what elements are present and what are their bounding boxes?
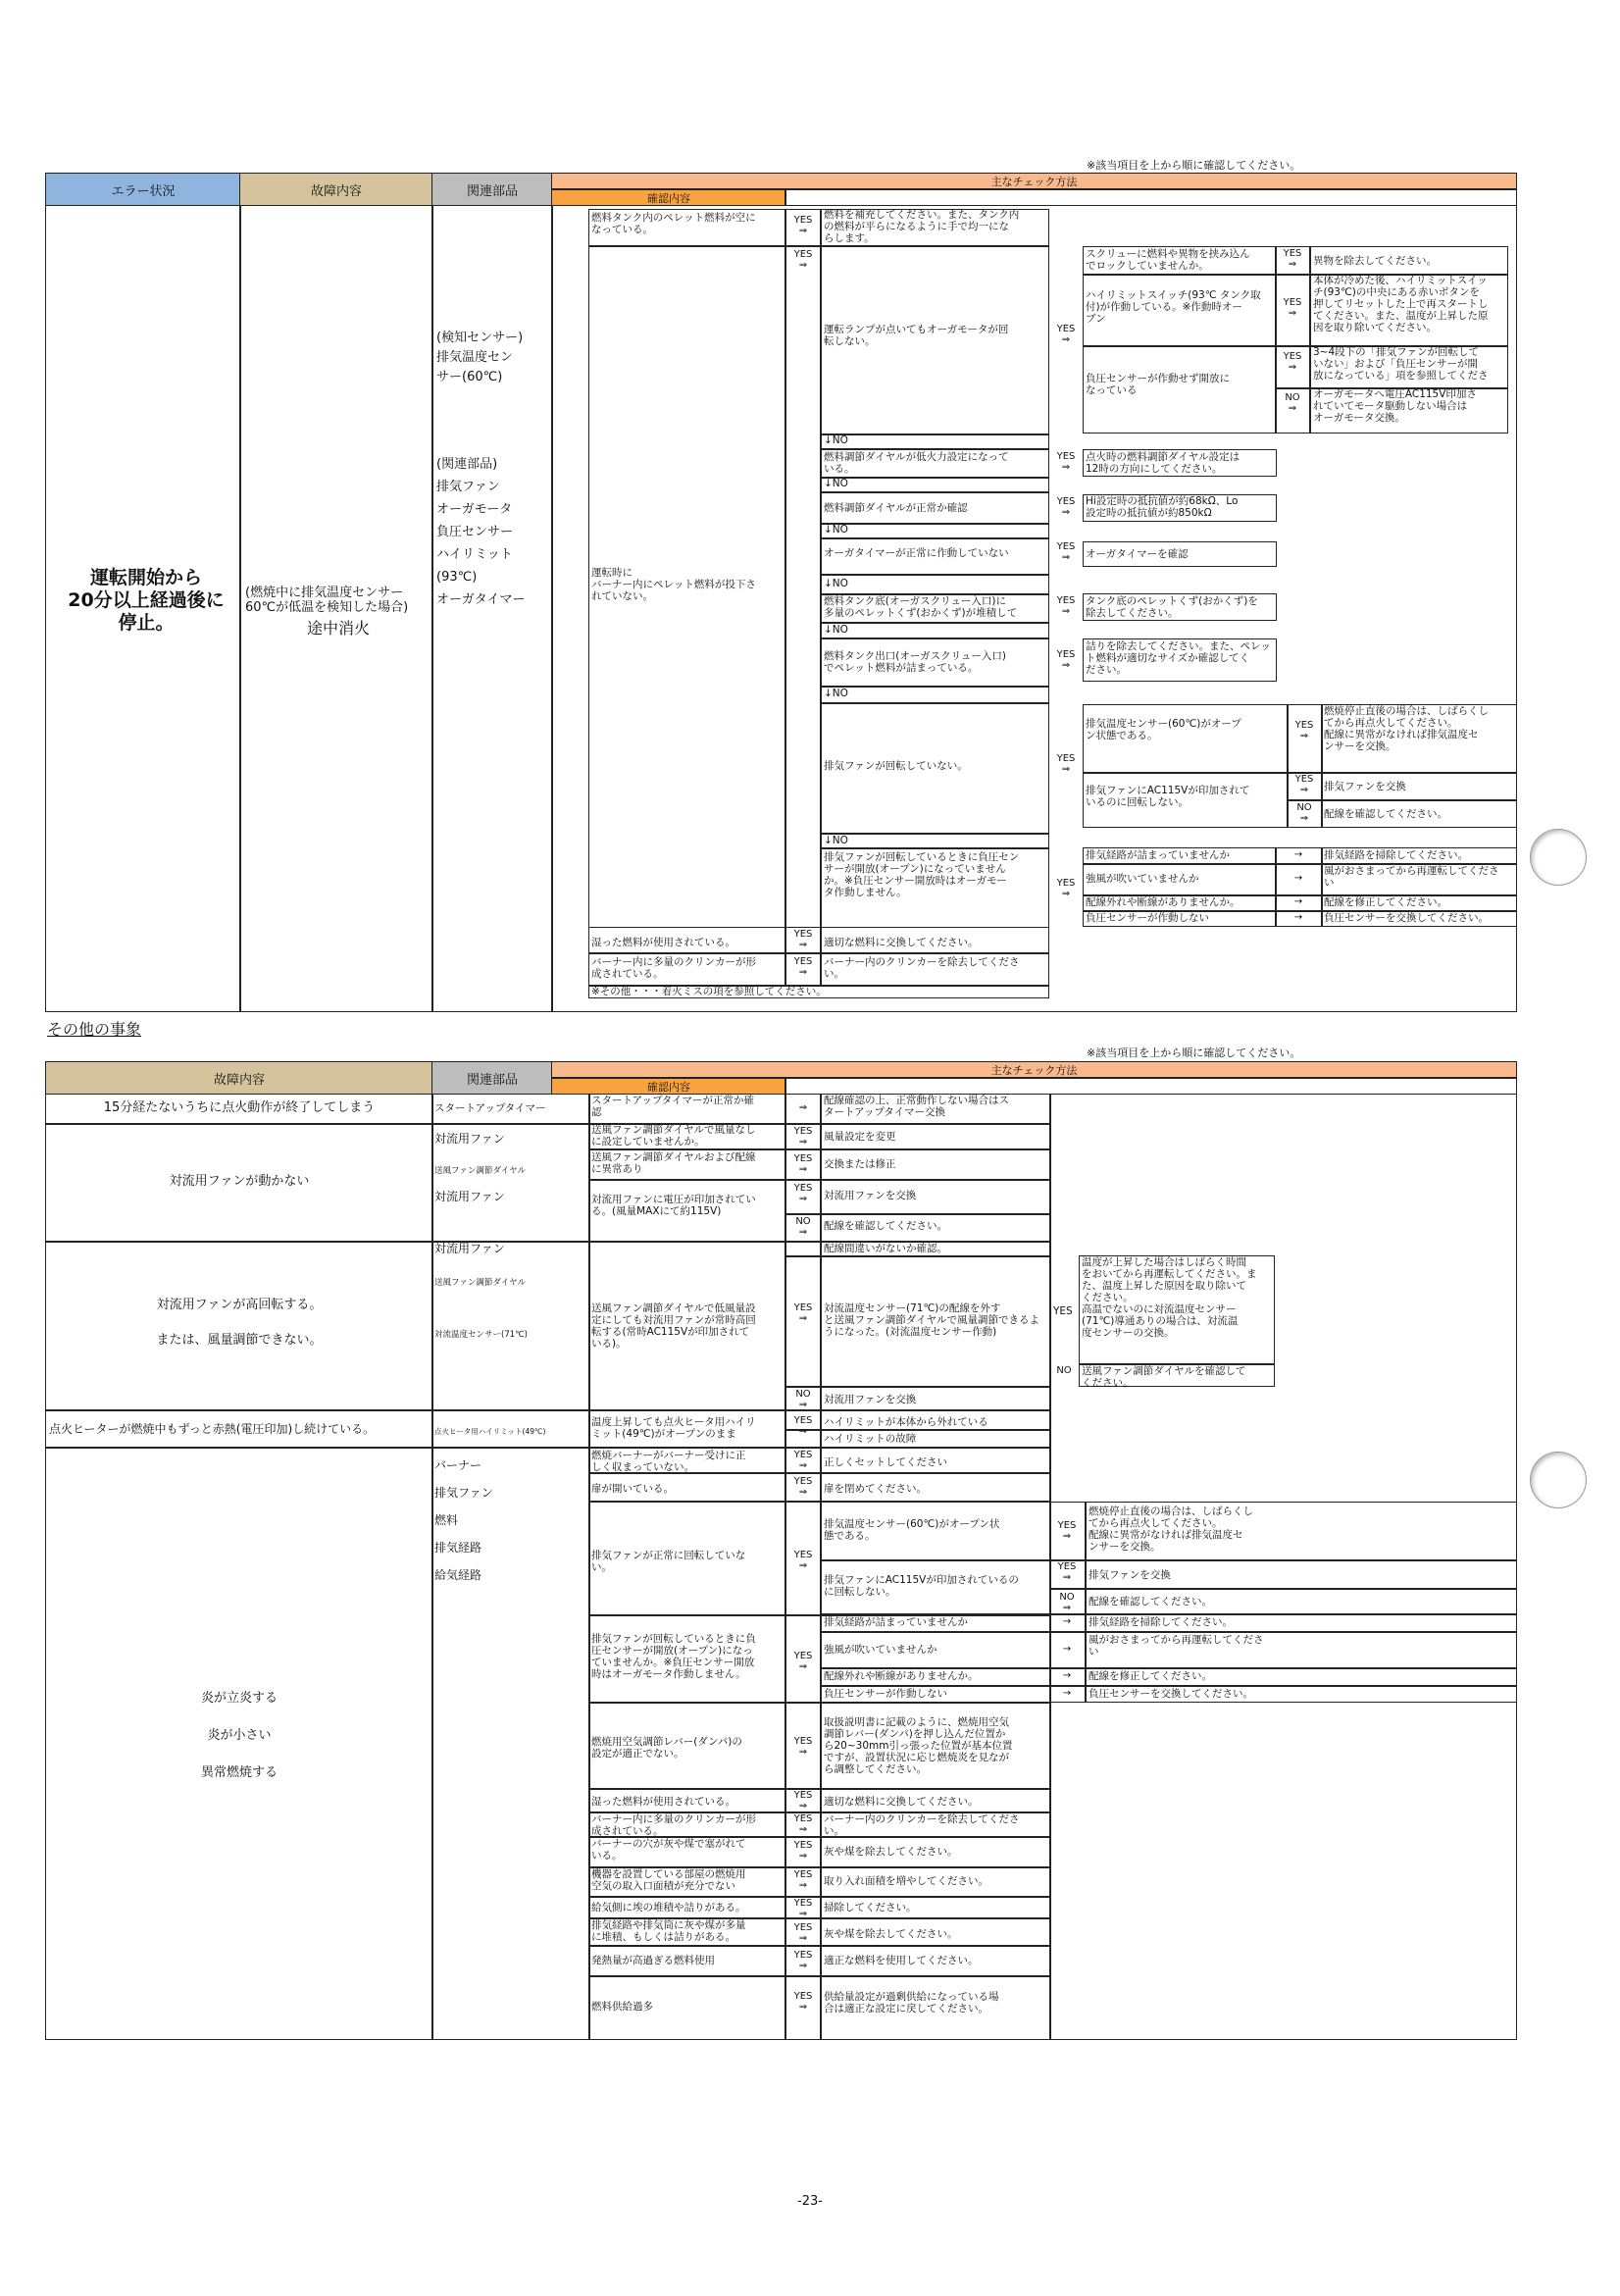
- yes-label: YES ⇒: [1056, 496, 1076, 518]
- burner-holes-action: 灰や煤を除去してください。: [824, 1846, 958, 1858]
- header-parts: 関連部品: [431, 1061, 553, 1095]
- yes-label: YES ⇒: [1057, 1520, 1077, 1542]
- yes-label: YES ⇒: [1294, 774, 1314, 795]
- damper-action: 取扱説明書に記載のように、燃焼用空気 調節レバー(ダンパ)を押し込んだ位置か ら20~30mm引っ張った位置が基本位置 ですが、設置状況に応じ燃焼炎を見なが ら調整してください。: [824, 1716, 1013, 1775]
- yes-label: YES ⇒: [793, 929, 813, 950]
- conv-a4: 配線を確認してください。: [824, 1220, 947, 1232]
- conv-fan-part: 対流用ファン: [434, 1132, 505, 1146]
- flame-wind-check: 強風が吹いていませんか: [824, 1644, 937, 1656]
- burner-seat-action: 正しくセットしてください: [824, 1456, 947, 1468]
- next-no-label: ↓NO: [824, 578, 848, 589]
- next-no-label: ↓NO: [824, 478, 848, 489]
- conv-fan-part: 対流用ファン: [434, 1190, 505, 1203]
- flame-clinker-check: バーナー内に多量のクリンカーが形 成されている。: [591, 1813, 756, 1837]
- header-error-status: エラー状況: [45, 173, 241, 206]
- heater-fault: 点火ヒーターが燃焼中もずっと赤熱(電圧印加)し続けている。: [49, 1422, 376, 1436]
- fan-dial-part: 送風ファン調節ダイヤル: [434, 1278, 527, 1288]
- burner-seat-check: 燃焼バーナーがバーナー受けに正 しく収まっていない。: [591, 1450, 746, 1473]
- next-no-label: ↓NO: [824, 524, 848, 536]
- oversupply-action: 供給量設定が過剰供給になっている場 合は適正な設定に戻してください。: [824, 1991, 999, 2015]
- calorie-action: 適正な燃料を使用してください。: [824, 1955, 979, 1966]
- yes-label: YES ⇒: [793, 1302, 813, 1324]
- conv-sensor-yes: 温度が上昇した場合はしばらく時間 をおいてから再運転してください。ま た、温度上昇した原因を取り除いて ください。 高温でないのに対流温度センサー (71℃)導通ありの場合は、対流温 度センサーの交換。: [1082, 1256, 1257, 1339]
- startup-check: スタートアップタイマーが正常か確 認: [591, 1095, 755, 1118]
- flame-wind-action: 風がおさまってから再運転してくださ い: [1088, 1634, 1264, 1658]
- neg-sensor-fail-check: 負圧センサーが作動しない: [1086, 912, 1209, 924]
- binder-hole: [1530, 1452, 1587, 1508]
- wire-break-check: 配線外れや断線がありませんか。: [1086, 896, 1240, 908]
- yes-label: YES ⇒: [793, 1991, 813, 2013]
- conv-sensor-check: 対流温度センサー(71℃)の配線を外す と送風ファン調節ダイヤルで風量調節できるよ うになった。(対流温度センサー作動): [824, 1302, 1039, 1338]
- next-no-label: ↓NO: [824, 835, 848, 846]
- conv-sensor-no: 送風ファン調節ダイヤルを確認して ください。: [1082, 1365, 1246, 1389]
- yes-label: YES ⇒: [793, 1651, 813, 1672]
- flue-soot-action: 灰や煤を除去してください。: [824, 1928, 958, 1940]
- arrow: →: [1062, 1644, 1072, 1655]
- heater-a2: ハイリミットの故障: [824, 1433, 917, 1445]
- flame-clinker-action: バーナー内のクリンカーを除去してくださ い。: [824, 1813, 1020, 1837]
- dial-low-action: 点火時の燃料調節ダイヤル設定は 12時の方向にしてください。: [1086, 451, 1240, 475]
- fan-replace-action: 排気ファンを交換: [1324, 781, 1406, 792]
- yes-label: YES ⇒: [793, 249, 813, 271]
- damper-check: 燃焼用空気調節レバー(ダンパ)の 設定が適正でない。: [591, 1736, 742, 1760]
- tank-empty-check: 燃料タンク内のペレット燃料が空に なっている。: [591, 212, 756, 235]
- next-no-label: ↓NO: [824, 688, 848, 699]
- header-blank: [785, 1078, 1517, 1095]
- conv-fan-fault: 対流用ファンが動かない: [169, 1174, 310, 1189]
- arrow: →: [1293, 896, 1303, 907]
- fault-condition: (燃焼中に排気温度センサー 60℃が低温を検知した場合): [245, 586, 409, 615]
- conv-high-fault: 対流用ファンが高回転する。 または、風量調節できない。: [156, 1298, 323, 1348]
- yes-label: YES ⇒: [793, 1736, 813, 1758]
- yes-label: YES ⇒: [1056, 878, 1076, 899]
- yes-label: YES ⇒: [793, 1476, 813, 1498]
- high-limit-check: ハイリミットスイッチ(93℃ タンク取 付)が作動している。※作動時オー ブン: [1086, 289, 1261, 325]
- next-no-label: ↓NO: [824, 434, 848, 446]
- wiring-check-action: 配線を確認してください。: [1324, 808, 1447, 820]
- door-close-action: 扉を閉めてください。: [824, 1483, 927, 1495]
- yes-label: YES ⇒: [1283, 248, 1302, 270]
- yes-label: YES ⇒: [1056, 541, 1076, 563]
- yes-label: YES ⇒: [793, 1415, 813, 1437]
- startup-fault: 15分経たないうちに点火動作が終了してしまう: [103, 1100, 376, 1115]
- neg-pressure-open-no: オーガモータへ電圧AC115V印加さ れていてモータ駆動しない場合は オーガモータ交換。: [1313, 388, 1477, 424]
- dial-resistance-check: 燃料調節ダイヤルが正常か確認: [824, 502, 968, 514]
- heater-part: 点火ヒータ用ハイリミット(49℃): [434, 1427, 546, 1436]
- yes-label: YES ⇒: [793, 215, 813, 236]
- dial-low-check: 燃料調節ダイヤルが低火力設定になって いる。: [824, 451, 1009, 475]
- flame-fault: 炎が立炎する 炎が小さい 異常燃焼する: [200, 1691, 278, 1780]
- yes-label: YES ⇒: [793, 1153, 813, 1175]
- yes-label: YES ⇒: [793, 1813, 813, 1835]
- neg-pressure-open-yes: 3~4段下の「排気ファンが回転して いない」および「負圧センサーが開 放になっている」項を参照してくださ: [1313, 346, 1489, 382]
- flame-wire-action: 配線を修正してください。: [1088, 1670, 1212, 1682]
- burner-holes-check: バーナーの穴が灰や煤で塞がれて いる。: [591, 1838, 746, 1862]
- high-limit-action: 本体が冷めた後、ハイリミットスイッ チ(93℃)の中央にある赤いボタンを 押してリセットした上で再スタートし てください。また、温度が上昇した原 因を取り除いてください。: [1313, 275, 1489, 333]
- conv-a3: 対流用ファンを交換: [824, 1190, 917, 1201]
- header-main-check: 主なチェック方法: [551, 1061, 1517, 1078]
- flame-neg-check: 排気ファンが回転しているときに負 圧センサーが開放(オープン)になっ ていませんか。※負圧センサー開放 時はオーガモータ作動しません。: [591, 1633, 756, 1680]
- tank-bottom-check: 燃料タンク底(オーガスクリュー入口)に 多量のペレットくず(おかくず)が堆積して: [824, 595, 1018, 619]
- tank-bottom-action: タンク底のペレットくず(おかくず)を 除去してください。: [1086, 595, 1258, 619]
- header-main-check: 主なチェック方法: [551, 173, 1517, 189]
- conv-a2: 交換または修正: [824, 1158, 896, 1170]
- arrow: →: [1293, 912, 1303, 923]
- flame-wire-check: 配線外れや断線がありませんか。: [824, 1670, 979, 1682]
- error-status-text: 運転開始から 20分以上経過後に 停止。: [68, 567, 225, 634]
- yes-label: YES ⇒: [1294, 720, 1314, 741]
- yes-label: YES ⇒: [793, 1869, 813, 1891]
- exhaust-sensor-open-check: 排気温度センサー(60℃)がオープ ン状態である。: [1086, 718, 1241, 741]
- conv-c3: 対流用ファンに電圧が印加されてい る。(風量MAXにて約115V): [591, 1194, 756, 1217]
- flame-fan-voltage-check: 排気ファンにAC115Vが印加されているの に回転しない。: [824, 1574, 1019, 1598]
- yes-label: YES ⇒: [793, 1790, 813, 1811]
- flame-parts: バーナー 排気ファン 燃料 排気経路 給気経路: [434, 1458, 493, 1582]
- startup-action: 配線確認の上、正常動作しない場合はス タートアップタイマー交換: [824, 1095, 1009, 1118]
- related-parts: (関連部品) 排気ファン オーガモータ 負圧センサー ハイリミット(93℃) オーガタイマー: [436, 457, 526, 607]
- dial-resistance-action: Hi設定時の抵抗値が約68kΩ、Lo 設定時の抵抗値が約850kΩ: [1086, 495, 1239, 519]
- header-fault: 故障内容: [45, 1061, 433, 1095]
- yes-label: YES ⇒: [1057, 1561, 1077, 1583]
- no-label: NO ⇒: [795, 1389, 811, 1410]
- binder-hole: [1530, 829, 1587, 886]
- neg-sensor-replace-action: 負圧センサーを交換してください。: [1324, 912, 1489, 924]
- flame-neg-sensor-action: 負圧センサーを交換してください。: [1088, 1688, 1253, 1700]
- flame-exhaust-clean: 排気経路を掃除してください。: [1088, 1616, 1233, 1628]
- yes-label: YES ⇒: [793, 1898, 813, 1919]
- yes-label: YES ⇒: [1056, 324, 1076, 345]
- yes-label: YES ⇒: [793, 1840, 813, 1862]
- no-label: NO ⇒: [1296, 802, 1312, 824]
- oversupply-check: 燃料供給過多: [591, 2001, 653, 2013]
- header-parts: 関連部品: [431, 173, 553, 206]
- startup-part: スタートアップタイマー: [434, 1102, 546, 1114]
- next-no-label: ↓NO: [824, 624, 848, 636]
- yes-label: YES ⇒: [793, 1126, 813, 1148]
- page-number: -23-: [797, 2194, 823, 2209]
- arrow: ⇒: [798, 1102, 808, 1113]
- no-fuel-drop-check: 運転時に バーナー内にペレット燃料が投下さ れていない。: [591, 567, 756, 602]
- header-fault: 故障内容: [239, 173, 433, 206]
- yes-label: YES ⇒: [1283, 351, 1302, 373]
- auger-screw-check: スクリューに燃料や異物を挟み込ん でロックしていませんか。: [1086, 248, 1250, 272]
- clinker-check: バーナー内に多量のクリンカーが形 成されている。: [591, 956, 756, 980]
- conv-c1: 送風ファン調節ダイヤルで風量なし に設定していませんか。: [591, 1124, 756, 1148]
- flame-wet-check: 湿った燃料が使用されている。: [591, 1796, 735, 1808]
- conv-a1: 風量設定を変更: [824, 1131, 896, 1143]
- flame-sensor-open-action: 燃焼停止直後の場合は、しばらくし てから再点火してください。 配線に異常がなければ排気温度セ ンサーを交換。: [1088, 1505, 1253, 1553]
- no-label: NO ⇒: [795, 1216, 811, 1238]
- wire-fix-action: 配線を修正してください。: [1324, 896, 1447, 908]
- yes-label: YES ⇒: [1056, 649, 1076, 671]
- clinker-action: バーナー内のクリンカーを除去してくださ い。: [824, 956, 1020, 980]
- yes-label: YES ⇒: [793, 1550, 813, 1571]
- yes-label: YES ⇒: [1056, 595, 1076, 617]
- yes-label: YES ⇒: [793, 1183, 813, 1204]
- air-inlet-action: 取り入れ面積を増やしてください。: [824, 1875, 988, 1887]
- arrow: →: [1293, 849, 1303, 860]
- conv-sensor-part: 対流温度センサー(71℃): [434, 1330, 528, 1340]
- yes-label: YES ⇒: [793, 1450, 813, 1471]
- arrow: →: [1062, 1616, 1072, 1627]
- check-order-note: ※該当項目を上から順に確認してください。: [1087, 1046, 1301, 1059]
- strong-wind-check: 強風が吹いていませんか: [1086, 873, 1199, 885]
- detect-sensor: (検知センサー) 排気温度セン サー(60℃): [436, 331, 524, 384]
- arrow: →: [1062, 1670, 1072, 1681]
- flame-neg-sensor-check: 負圧センサーが作動しない: [824, 1688, 947, 1700]
- heater-a1: ハイリミットが本体から外れている: [824, 1416, 988, 1428]
- flue-soot-check: 排気経路や排気筒に灰や煤が多量 に堆積、もしくは詰りがある。: [591, 1919, 746, 1943]
- flame-fan-replace: 排気ファンを交換: [1088, 1569, 1171, 1581]
- tank-outlet-check: 燃料タンク出口(オーガスクリュー入口) でペレット燃料が詰まっている。: [824, 650, 1006, 674]
- yes-label: YES ⇒: [1283, 297, 1302, 319]
- yes-label: YES ⇒: [1056, 753, 1076, 775]
- auger-check: 運転ランプが点いてもオーガモータが回 転しない。: [824, 324, 1009, 347]
- flame-sensor-open-check: 排気温度センサー(60℃)がオープン状 態である。: [824, 1518, 1000, 1542]
- neg-pressure-check: 排気ファンが回転しているときに負圧セン サーが開放(オープン)になっていません か。※負圧センサー開放時はオーガモー タ作動しません。: [824, 851, 1020, 898]
- wet-fuel-check: 湿った燃料が使用されている。: [591, 937, 735, 948]
- conv-no-action: 対流用ファンを交換: [824, 1394, 917, 1405]
- auger-timer-check: オーガタイマーが正常に作動していない: [824, 547, 1009, 559]
- neg-pressure-open-check: 負圧センサーが作動せず開放に なっている: [1086, 373, 1230, 396]
- conv-c2: 送風ファン調節ダイヤルおよび配線 に異常あり: [591, 1151, 756, 1175]
- tank-outlet-action: 詰りを除去してください。また、ペレッ ト燃料が適切なサイズか確認してく ださい。: [1086, 640, 1271, 676]
- yes-label: YES ⇒: [793, 1922, 813, 1944]
- flame-fan-check: 排気ファンが正常に回転していな い。: [591, 1550, 746, 1573]
- strong-wind-action: 風がおさまってから再運転してくださ い: [1324, 865, 1499, 889]
- section2-title: その他の事象: [47, 1020, 142, 1039]
- check-order-note: ※該当項目を上から順に確認してください。: [1087, 159, 1301, 172]
- air-inlet-check: 機器を設置している部屋の燃焼用 空気の取入口面積が充分でない: [591, 1868, 746, 1892]
- conv-wiring-check: 配線間違いがないか確認。: [824, 1243, 947, 1254]
- no-label: NO ⇒: [1059, 1592, 1075, 1613]
- calorie-check: 発熱量が高過ぎる燃料使用: [591, 1955, 715, 1966]
- fault-name: 途中消火: [306, 619, 370, 638]
- fan-voltage-check: 排気ファンにAC115Vが印加されて いるのに回転しない。: [1086, 785, 1250, 808]
- flame-wet-action: 適切な燃料に交換してください。: [824, 1796, 979, 1808]
- header-confirm: 確認内容: [551, 1078, 786, 1095]
- yes-label: YES ⇒: [793, 1950, 813, 1971]
- arrow: →: [1293, 873, 1303, 884]
- no-label: NO: [1056, 1365, 1072, 1376]
- flame-exhaust-clog: 排気経路が詰まっていませんか: [824, 1616, 968, 1628]
- fan-dial-part: 送風ファン調節ダイヤル: [434, 1166, 527, 1176]
- auger-screw-action: 異物を除去してください。: [1313, 255, 1437, 267]
- wet-fuel-action: 適切な燃料に交換してください。: [824, 937, 979, 948]
- exhaust-clog-check: 排気経路が詰まっていませんか: [1086, 849, 1230, 861]
- heater-check: 温度上昇しても点火ヒータ用ハイリ ミット(49℃)がオープンのまま: [591, 1416, 756, 1440]
- tank-empty-action: 燃料を補充してください。また、タンク内 の燃料が平らになるように手で均一にな らします。: [824, 209, 1020, 244]
- no-label: NO ⇒: [1285, 392, 1300, 414]
- other-misfire-note: ※その他・・・着火ミスの項を参照してください。: [591, 986, 827, 997]
- arrow: →: [1062, 1688, 1072, 1699]
- intake-dust-check: 給気側に埃の堆積や詰りがある。: [591, 1902, 746, 1913]
- header-confirm: 確認内容: [551, 189, 786, 206]
- conv-high-check: 送風ファン調節ダイヤルで低風量設 定にしても対流用ファンが常時高回 転する(常時AC115Vが印加されて いる)。: [591, 1302, 756, 1350]
- yes-label: YES ⇒: [1056, 451, 1076, 473]
- header-blank: [785, 189, 1517, 206]
- auger-timer-action: オーガタイマーを確認: [1086, 548, 1189, 560]
- conv-fan-part: 対流用ファン: [434, 1242, 505, 1255]
- door-open-check: 扉が開いている。: [591, 1483, 674, 1495]
- intake-dust-action: 掃除してください。: [824, 1902, 917, 1913]
- exhaust-sensor-open-action: 燃焼停止直後の場合は、しばらくし てから再点火してください。 配線に異常がなければ排気温度セ ンサーを交換。: [1324, 705, 1489, 752]
- flame-wiring-check: 配線を確認してください。: [1088, 1596, 1212, 1607]
- yes-arrow: YES: [1053, 1305, 1073, 1317]
- yes-label: YES ⇒: [793, 956, 813, 978]
- exhaust-fan-stop-check: 排気ファンが回転していない。: [824, 760, 968, 772]
- exhaust-clean-action: 排気経路を掃除してください。: [1324, 849, 1468, 861]
